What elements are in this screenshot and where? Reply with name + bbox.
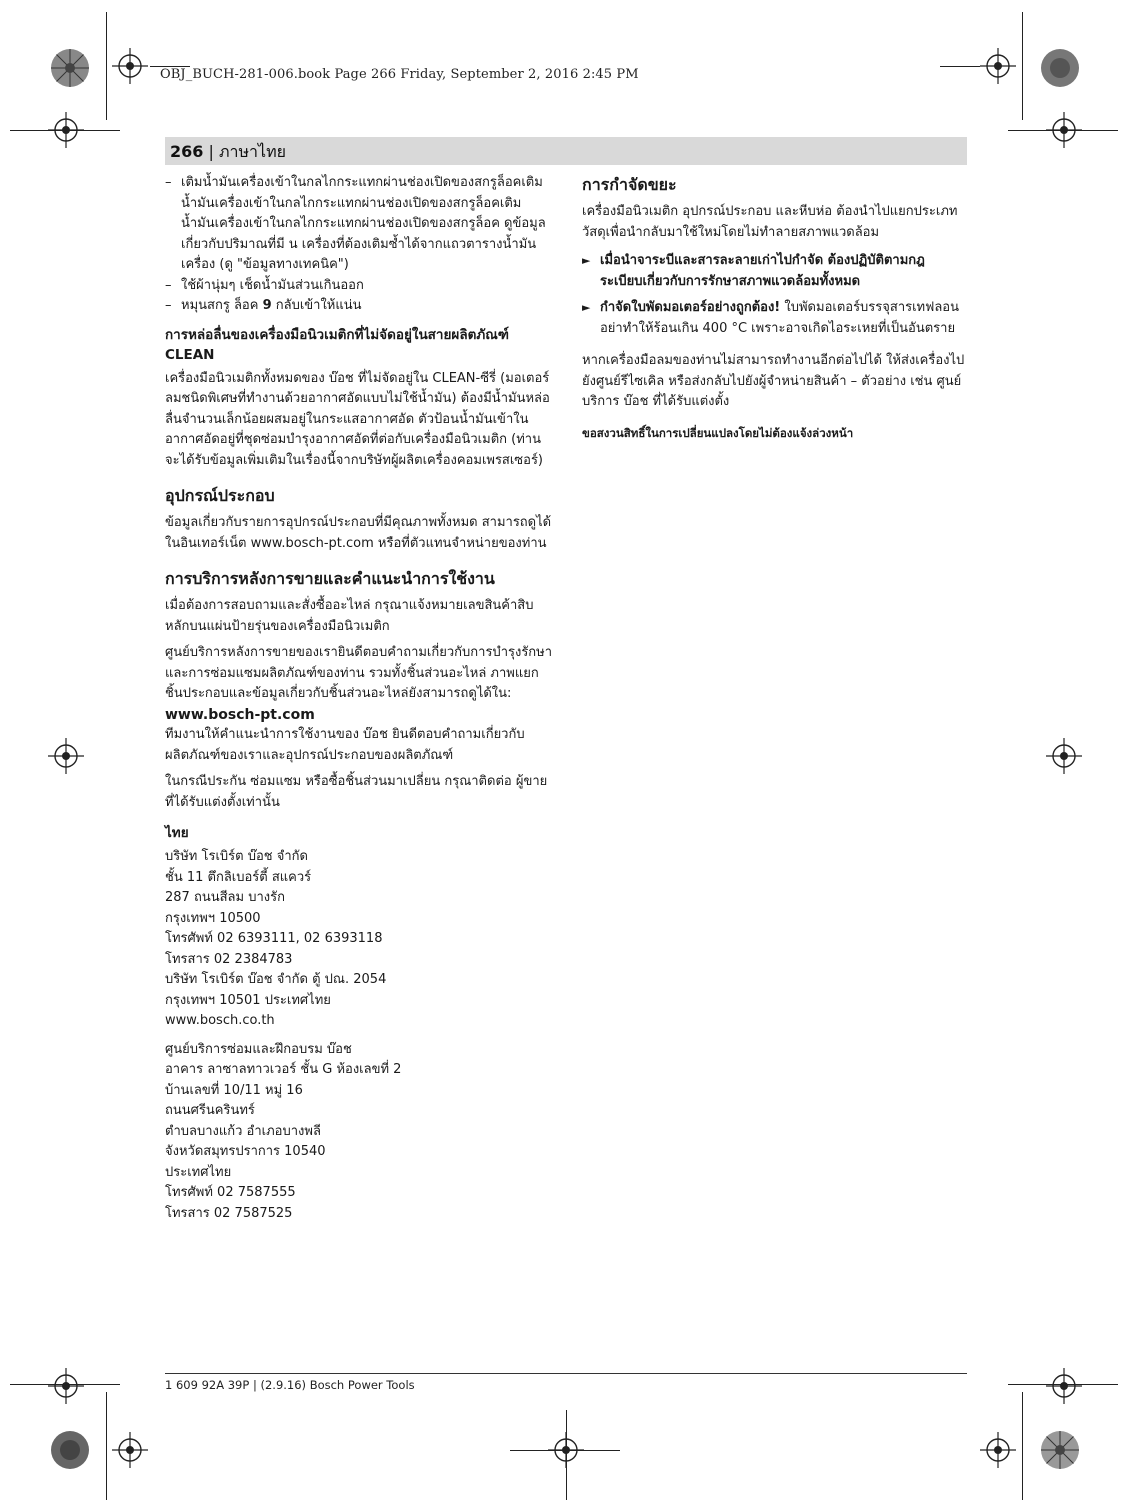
warning-item — [582, 251, 967, 292]
service-paragraph: ทีมงานให้คำแนะนำการใช้งานของ บ๊อช ยินดีตอบคำถามเกี่ยวกับผลิตภัณฑ์ของเราและอุปกรณ์ประกอบของผลิตภัณฑ์ — [165, 727, 525, 763]
list-item-text: ใช้ผ้านุ่มๆ เช็ดน้ำมันส่วนเกินออก — [181, 277, 364, 293]
header-language: ภาษาไทย — [218, 142, 286, 161]
crop-mark — [566, 1410, 567, 1500]
footer-text: 1 609 92A 39P | (2.9.16) Bosch Power Tools — [165, 1378, 415, 1392]
registration-mark-icon — [1046, 738, 1082, 774]
address-line: ชั้น 11 ตึกลิเบอร์ตี้ สแควร์ — [165, 869, 312, 885]
registration-mark-icon — [48, 738, 84, 774]
recycle-text: หากเครื่องมือลมของท่านไม่สามารถทำงานอีกต่อไปได้ ให้ส่งเครื่องไปยังศูนย์รีไซเคิล หรือส่งกลับไปยังผู้จำหน่ายสินค้า – ตัวอย่าง เช่น ศูนย์บริการ บ๊อช ที่ได้รับแต่งตั้ง — [582, 353, 965, 409]
registration-mark-icon — [980, 48, 1016, 84]
address-line: กรุงเทพฯ 10500 — [165, 910, 261, 926]
lubrication-heading: การหล่อลื่นของเครื่องมือนิวเมติกที่ไม่จัดอยู่ในสายผลิตภัณฑ์ CLEAN — [165, 326, 509, 363]
crop-mark — [106, 12, 107, 120]
disposal-heading: การกำจัดขยะ — [582, 175, 677, 194]
print-slug: OBJ_BUCH-281-006.book Page 266 Friday, September 2, 2016 2:45 PM — [160, 67, 639, 82]
warning-item — [582, 298, 967, 339]
dash-bullet-icon: – — [165, 298, 172, 313]
arrow-right-icon: ► — [582, 301, 591, 314]
address-line: ตำบลบางแก้ว อำเภอบางพลี — [165, 1123, 321, 1139]
address-line: อาคาร ลาซาลทาวเวอร์ ชั้น G ห้องเลขที่ 2 — [165, 1062, 402, 1077]
service-heading: การบริการหลังการขายและคำแนะนำการใช้งาน — [165, 569, 495, 588]
list-item — [165, 173, 553, 276]
registration-mark-icon — [48, 1368, 84, 1404]
footer-divider — [165, 1373, 967, 1374]
address-line: ศูนย์บริการซ่อมและฝึกอบรม บ๊อช — [165, 1041, 352, 1057]
arrow-right-icon: ► — [582, 254, 591, 267]
address-line: ถนนศรีนครินทร์ — [165, 1103, 255, 1118]
warning-text: กำจัดใบพัดมอเตอร์อย่างถูกต้อง! ใบพัดมอเตอร์บรรจุสารเทฟลอน อย่าทำให้ร้อนเกิน 400 °C เพราะอาจเกิดไอระเหยที่เป็นอันตราย — [600, 300, 959, 336]
list-item — [165, 296, 553, 317]
address-line: โทรศัพท์ 02 7587555 — [165, 1185, 296, 1200]
list-item — [165, 276, 553, 297]
disposal-text: เครื่องมือนิวเมติก อุปกรณ์ประกอบ และหีบห่อ ต้องนำไปแยกประเภทวัสดุเพื่อนำกลับมาใช้ใหม่โดยไม่ทำลายสภาพแวดล้อม — [582, 204, 958, 240]
address-line: บริษัท โรเบิร์ต บ๊อช จำกัด — [165, 849, 308, 864]
address-website-link[interactable]: www.bosch.co.th — [165, 1013, 275, 1028]
address-block — [165, 1040, 553, 1225]
address-block — [165, 847, 553, 1032]
header-separator: | — [203, 142, 219, 161]
color-registration-disc-icon — [50, 1430, 90, 1470]
list-item-text: หมุนสกรู ล็อค 9 กลับเข้าให้แน่น — [181, 298, 362, 313]
service-url-link[interactable]: www.bosch-pt.com — [165, 706, 315, 723]
dash-bullet-icon: – — [165, 277, 172, 293]
accessories-heading: อุปกรณ์ประกอบ — [165, 486, 275, 505]
color-registration-disc-icon — [1040, 48, 1080, 88]
accessories-text: ข้อมูลเกี่ยวกับรายการอุปกรณ์ประกอบที่มีคุณภาพทั้งหมด สามารถดูได้ในอินเทอร์เน็ต www.bosch-pt.com หรือที่ตัวแทนจำหน่ายของท่าน — [165, 515, 552, 551]
address-line: บริษัท โรเบิร์ต บ๊อช จำกัด ตู้ ปณ. 2054 — [165, 972, 387, 987]
address-line: บ้านเลขที่ 10/11 หมู่ 16 — [165, 1082, 303, 1098]
registration-mark-icon — [112, 1432, 148, 1468]
right-column — [582, 174, 967, 449]
address-line: โทรสาร 02 2384783 — [165, 951, 293, 967]
registration-mark-icon — [1046, 112, 1082, 148]
color-registration-disc-icon — [50, 48, 90, 88]
crop-mark — [940, 66, 980, 67]
color-registration-disc-icon — [1040, 1430, 1080, 1470]
crop-mark — [1022, 1392, 1023, 1500]
registration-mark-icon — [1046, 1368, 1082, 1404]
service-paragraph: ในกรณีประกัน ซ่อมแซม หรือซื้อชิ้นส่วนมาเปลี่ยน กรุณาติดต่อ ผู้ขายที่ได้รับแต่งตั้งเท่านั้น — [165, 774, 548, 810]
rights-notice: ขอสงวนสิทธิ์ในการเปลี่ยนแปลงโดยไม่ต้องแจ้งล่วงหน้า — [582, 425, 854, 440]
list-item-text: เติมน้ำมันเครื่องเข้าในกลไกกระแทกผ่านช่องเปิดของสกรูล็อคเติมน้ำมันเครื่องเข้าในกลไกกระแทกผ่านช่องเปิดของสกรูล็อคเติมน้ำมันเครื่องเข้าในกลไกกระแทกผ่านช่องเปิดของสกรูล็อค ดูข้อมูลเกี่ยวกับปริมาณที่มี น เครื่องที่ต้องเติมซ้ำได้จากแถวตารางน้ำมันเครื่อง (ดู "ข้อมูลทางเทคนิค") — [181, 175, 546, 272]
page-number: 266 — [170, 142, 204, 161]
country-heading: ไทย — [165, 825, 189, 841]
crop-mark — [510, 1450, 620, 1451]
address-line: จังหวัดสมุทรปราการ 10540 — [165, 1144, 326, 1159]
page-header — [170, 140, 286, 165]
registration-mark-icon — [980, 1432, 1016, 1468]
dash-bullet-icon: – — [165, 175, 172, 190]
address-line: โทรสาร 02 7587525 — [165, 1205, 293, 1221]
service-paragraph: เมื่อต้องการสอบถามและสั่งซื้ออะไหล่ กรุณาแจ้งหมายเลขสินค้าสิบหลักบนแผ่นป้ายรุ่นของเครื่องมือนิวเมติก — [165, 598, 534, 634]
service-paragraph: ศูนย์บริการหลังการขายของเรายินดีตอบคำถามเกี่ยวกับการบำรุงรักษาและการซ่อมแซมผลิตภัณฑ์ของท่าน รวมทั้งชิ้นส่วนอะไหล่ ภาพแยกชิ้นประกอบและข้อมูลเกี่ยวกับชิ้นส่วนอะไหล่ยังสามารถดูได้ใน: — [165, 645, 553, 701]
address-line: ประเทศไทย — [165, 1164, 232, 1180]
lubrication-text: เครื่องมือนิวเมติกทั้งหมดของ บ๊อช ที่ไม่จัดอยู่ใน CLEAN-ซีรี่ (มอเตอร์ลมชนิดพิเศษที่ทำงานด้วยอากาศอัดแบบไม่ใช้น้ำมัน) ต้องมีน้ำมันหล่อลื่นจำนวนเล็กน้อยผสมอยู่ในกระแสอากาศอัด ตัวป้อนน้ำมันเข้าในอากาศอัดอยู่ที่ชุดซ่อมบำรุงอากาศอัดที่ต่อกับเครื่องมือนิวเมติก (ท่านจะได้รับข้อมูลเพิ่มเติมในเรื่องนี้จากบริษัทผู้ผลิตเครื่องคอมเพรสเซอร์) — [165, 370, 550, 468]
crop-mark — [106, 1392, 107, 1500]
crop-mark — [1022, 12, 1023, 120]
address-line: โทรศัพท์ 02 6393111, 02 6393118 — [165, 931, 383, 946]
left-column — [165, 173, 553, 1224]
warning-text: เมื่อนำจาระบีและสารละลายเก่าไปกำจัด ต้องปฏิบัติตามกฎระเบียบเกี่ยวกับการรักษาสภาพแวดล้อมทั้งหมด — [600, 253, 925, 289]
address-line: 287 ถนนสีลม บางรัก — [165, 890, 285, 905]
registration-mark-icon — [48, 112, 84, 148]
registration-mark-icon — [112, 48, 148, 84]
address-line: กรุงเทพฯ 10501 ประเทศไทย — [165, 992, 331, 1008]
